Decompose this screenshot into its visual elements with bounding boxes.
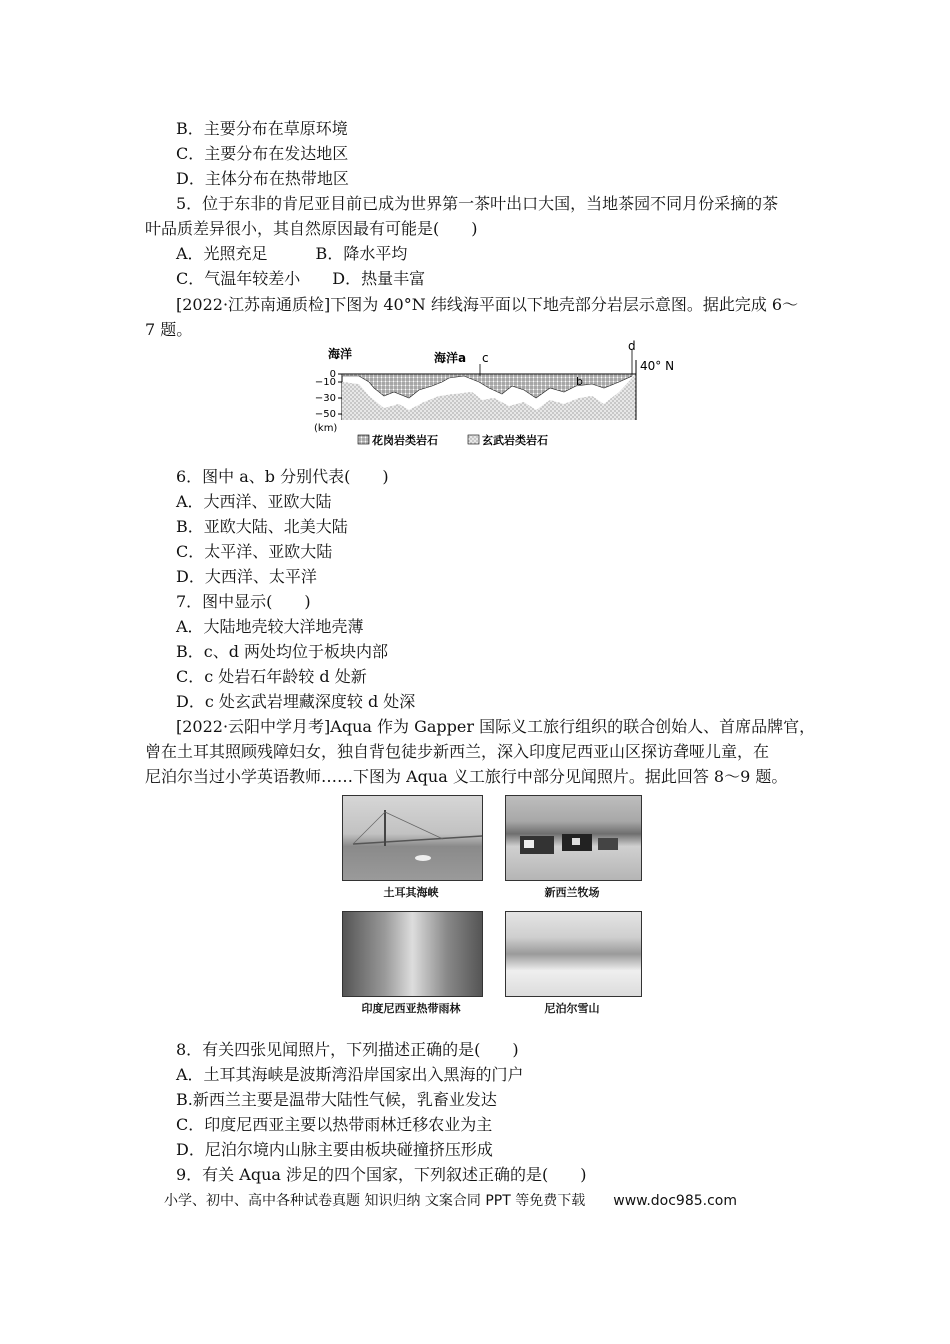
q5-stem-line1: 5．位于东非的肯尼亚目前已成为世界第一茶叶出口大国，当地茶园不同月份采摘的茶 (176, 194, 779, 213)
q6-stem: 6．图中 a、b 分别代表( ) (176, 467, 389, 486)
tick-minus-50: −50 (314, 409, 336, 420)
legend-basalt-label: 玄武岩类岩石 (482, 434, 548, 447)
photo-indonesia-rainforest (342, 911, 483, 997)
q5-stem-line2: 叶品质差异很小，其自然原因最有可能是( ) (145, 219, 478, 238)
q7-option-a: A．大陆地壳较大洋地壳薄 (176, 617, 364, 636)
intro-8-9-line3: 尼泊尔当过小学英语教师……下图为 Aqua 义工旅行中部分见闻照片。据此回答 8～9 题。 (145, 767, 788, 786)
page-footer (164, 1190, 737, 1210)
label-40n: 40° N (640, 359, 675, 373)
q6-option-d: D．大西洋、太平洋 (176, 567, 317, 586)
q8-stem: 8．有关四张见闻照片，下列描述正确的是( ) (176, 1040, 519, 1059)
label-ocean-a: 海洋a (434, 351, 467, 365)
q4-option-b: B．主要分布在草原环境 (176, 119, 348, 138)
q8-option-c: C．印度尼西亚主要以热带雨林迁移农业为主 (176, 1115, 493, 1134)
unit-label: (km) (314, 423, 338, 434)
photo-turkish-strait (342, 795, 483, 881)
photo-caption-nepal: 尼泊尔雪山 (544, 1002, 600, 1015)
photo-caption-turkey: 土耳其海峡 (383, 886, 439, 899)
q9-stem: 9．有关 Aqua 涉足的四个国家，下列叙述正确的是( ) (176, 1165, 587, 1184)
crust-section-diagram (314, 338, 684, 450)
legend-granite-swatch (358, 435, 369, 444)
tick-0: 0 (329, 369, 336, 380)
tick-minus-30: −30 (314, 393, 336, 404)
cows-graphic (506, 796, 641, 880)
legend-granite-label: 花岗岩类岩石 (372, 434, 438, 447)
label-ocean-left: 海洋 (328, 347, 353, 361)
photo-nz-pasture (505, 795, 642, 881)
intro-8-9-line1: [2022·云阳中学月考]Aqua 作为 Gapper 国际义工旅行组织的联合创始人、首席品牌官， (176, 717, 816, 736)
intro-8-9-line2: 曾在土耳其照顾残障妇女，独自背包徒步新西兰，深入印度尼西亚山区探访聋哑儿童，在 (145, 742, 770, 761)
footer-url[interactable]: www.doc985.com (613, 1193, 737, 1209)
q8-option-b: B.新西兰主要是温带大陆性气候，乳畜业发达 (176, 1090, 497, 1109)
intro-6-7-line1: [2022·江苏南通质检]下图为 40°N 纬线海平面以下地壳部分岩层示意图。据此完成 6～ (176, 295, 799, 314)
q5-options-ab: A．光照充足 B．降水平均 (176, 244, 408, 263)
q7-option-d: D．c 处玄武岩埋藏深度较 d 处深 (176, 692, 416, 711)
photo-caption-nz: 新西兰牧场 (544, 886, 600, 899)
label-d: d (628, 339, 636, 353)
label-c: c (482, 351, 489, 365)
granite-layer (342, 374, 632, 398)
q7-stem: 7．图中显示( ) (176, 592, 311, 611)
legend-basalt-swatch (468, 435, 479, 444)
label-b: b (576, 375, 583, 388)
photo-nepal-snow-mountain (505, 911, 642, 997)
q4-option-c: C．主要分布在发达地区 (176, 144, 349, 163)
q4-option-d: D．主体分布在热带地区 (176, 169, 349, 188)
q7-option-c: C．c 处岩石年龄较 d 处新 (176, 667, 367, 686)
photo-caption-indonesia: 印度尼西亚热带雨林 (361, 1002, 461, 1015)
q8-option-a: A．土耳其海峡是波斯湾沿岸国家出入黑海的门户 (176, 1065, 524, 1084)
intro-6-7-line2: 7 题。 (145, 320, 193, 339)
q6-option-c: C．太平洋、亚欧大陆 (176, 542, 333, 561)
q7-option-b: B．c、d 两处均位于板块内部 (176, 642, 389, 661)
bridge-graphic (343, 796, 482, 880)
q5-options-cd: C．气温年较差小 D．热量丰富 (176, 269, 426, 288)
q8-option-d: D．尼泊尔境内山脉主要由板块碰撞挤压形成 (176, 1140, 493, 1159)
tick-minus-10: −10 (314, 377, 336, 388)
q6-option-b: B．亚欧大陆、北美大陆 (176, 517, 348, 536)
q6-option-a: A．大西洋、亚欧大陆 (176, 492, 332, 511)
footer-text: 小学、初中、高中各种试卷真题 知识归纳 文案合同 PPT 等免费下载 (164, 1193, 586, 1209)
